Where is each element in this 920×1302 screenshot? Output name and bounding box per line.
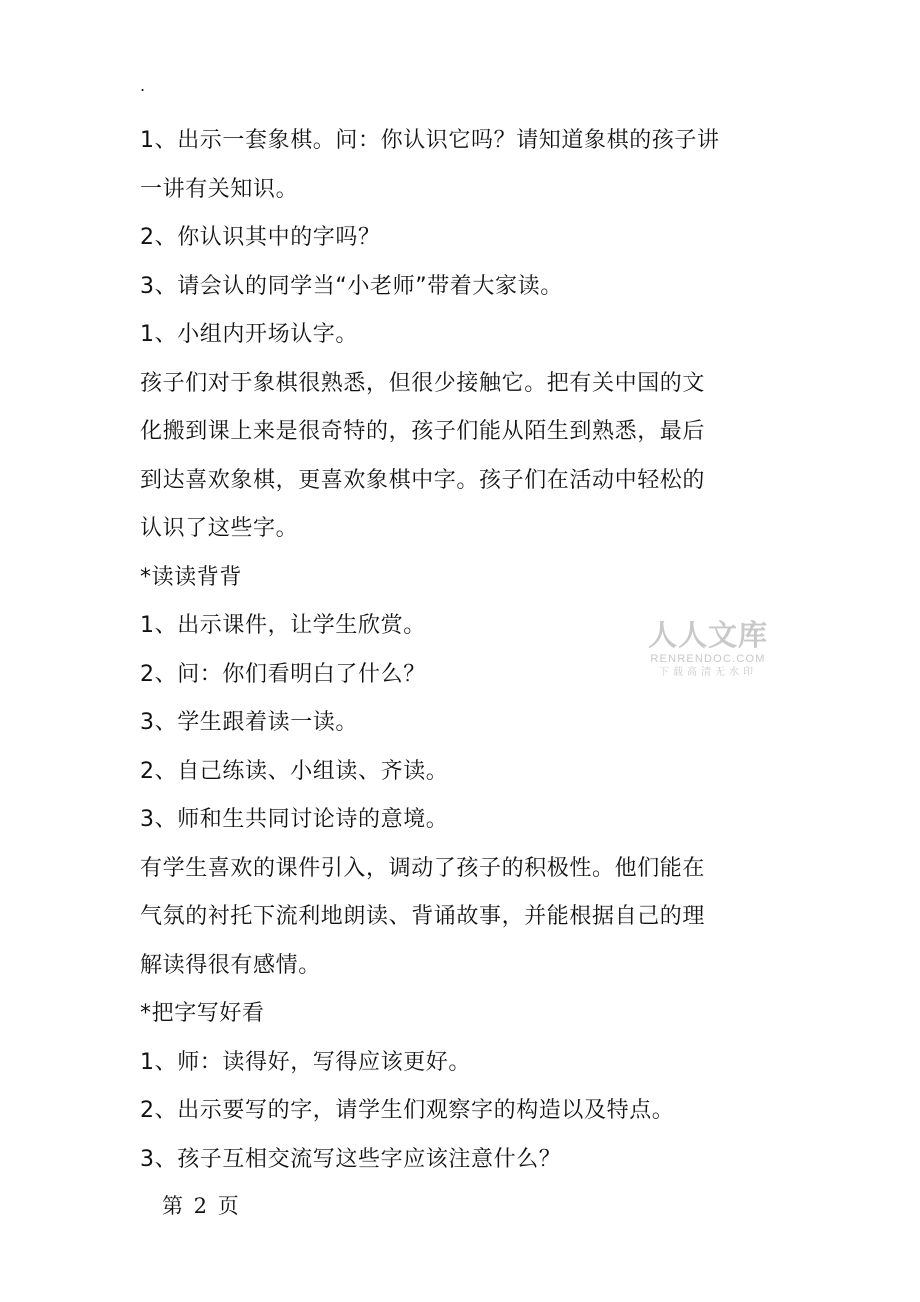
watermark-subtitle: 下载高清无水印 [659, 667, 757, 678]
text-line: 3、孩子互相交流写这些字应该注意什么？ [140, 1146, 562, 1172]
text-line: 认识了这些字。 [140, 516, 299, 541]
watermark-title: 人人文库 [647, 618, 768, 652]
page-number: 第 2 页 [162, 1194, 241, 1218]
text-line: 1、小组内开场认字。 [140, 322, 358, 347]
text-line: 2、问：你们看明白了什么？ [140, 661, 426, 687]
text-line: 2、自己练读、小组读、齐读。 [140, 758, 449, 784]
text-line: 1、出示课件，让学生欣赏。 [140, 613, 426, 638]
text-line: 化搬到课上来是很奇特的，孩子们能从陌生到熟悉，最后 [140, 419, 706, 444]
text-line: 1、师：读得好，写得应该更好。 [140, 1049, 471, 1075]
text-line: 2、出示要写的字，请学生们观察字的构造以及特点。 [140, 1098, 675, 1123]
text-line: 1、出示一套象棋。问：你认识它吗？请知道象棋的孩子讲 [140, 128, 720, 153]
text-line: 一讲有关知识。 [140, 176, 299, 202]
text-line: 3、请会认的同学当“小老师”带着大家读。 [140, 273, 563, 299]
text-line: 解读得很有感情。 [140, 952, 321, 978]
text-line: 3、学生跟着读一读。 [140, 710, 358, 735]
watermark-url: RENRENDOC.COM [650, 653, 766, 665]
text-line: 孩子们对于象棋很熟悉，但很少接触它。把有关中国的文 [140, 370, 706, 396]
text-line: 到达喜欢象棋，更喜欢象棋中字。孩子们在活动中轻松的 [140, 467, 706, 493]
text-line: 2、你认识其中的字吗？ [140, 225, 381, 250]
watermark-logo [644, 618, 772, 680]
section-heading: *把字写好看 [140, 1001, 265, 1026]
text-line: 3、师和生共同讨论诗的意境。 [140, 807, 449, 832]
text-line: 有学生喜欢的课件引入，调动了孩子的积极性。他们能在 [140, 855, 706, 881]
top-mark: . [140, 76, 146, 95]
text-line: 气氛的衬托下流利地朗读、背诵故事，并能根据自己的理 [140, 904, 706, 929]
section-heading: *读读背背 [140, 564, 243, 590]
